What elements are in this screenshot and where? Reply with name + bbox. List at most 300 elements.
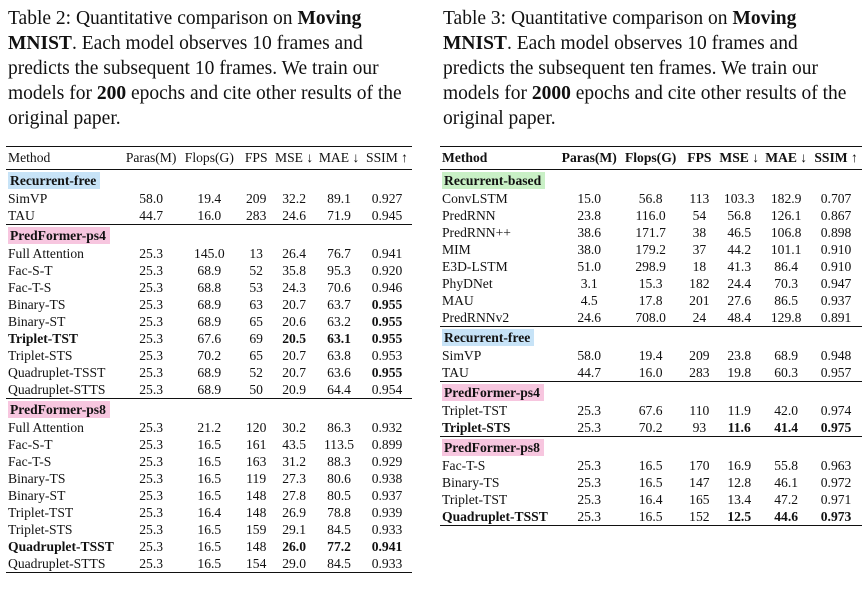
value-cell: 68.9 [197, 382, 222, 397]
value-cell: 283 [689, 365, 710, 380]
value-cell: 0.955 [371, 314, 403, 329]
value-cell: 145.0 [194, 246, 225, 261]
value-cell: 65 [249, 348, 263, 363]
value-cell: 25.3 [577, 492, 602, 507]
value-cell: 17.8 [638, 293, 663, 308]
value-cell: 16.5 [197, 454, 222, 469]
value-cell: 110 [689, 403, 710, 418]
value-cell: 20.7 [282, 297, 306, 312]
value-cell: 70.2 [197, 348, 222, 363]
table-row [6, 555, 412, 573]
method-cell: Triplet-TST [442, 403, 508, 418]
column-header: SSIM ↑ [810, 147, 862, 170]
value-cell: 52 [249, 365, 263, 380]
value-cell: 209 [245, 191, 267, 206]
column-header: MSE ↓ [716, 147, 762, 170]
table-row [6, 330, 412, 347]
value-cell: 25.3 [139, 420, 164, 435]
value-cell: 148 [245, 539, 267, 554]
value-cell: 25.3 [139, 539, 164, 554]
method-cell: ConvLSTM [442, 191, 508, 206]
method-cell: Triplet-TST [8, 505, 74, 520]
value-cell: 26.9 [282, 505, 306, 520]
value-cell: 42.0 [774, 403, 799, 418]
value-cell: 0.910 [820, 242, 852, 257]
value-cell: 25.3 [577, 475, 602, 490]
value-cell: 0.957 [820, 365, 852, 380]
method-cell: Quadruplet-STTS [8, 556, 106, 571]
value-cell: 0.953 [371, 348, 403, 363]
value-cell: 16.9 [727, 458, 752, 473]
table-row [440, 275, 862, 292]
method-cell: Triplet-STS [8, 348, 73, 363]
method-cell: Triplet-STS [442, 420, 511, 435]
method-cell: Fac-T-S [8, 280, 52, 295]
table2 [6, 146, 412, 573]
value-cell: 29.0 [282, 556, 306, 571]
value-cell: 70.2 [638, 420, 663, 435]
column-header: MSE ↓ [272, 147, 316, 170]
method-cell: Binary-ST [8, 314, 66, 329]
value-cell: 23.8 [727, 348, 752, 363]
group-row [440, 437, 862, 458]
value-cell: 0.707 [820, 191, 852, 206]
table-row [6, 347, 412, 364]
value-cell: 44.7 [139, 208, 164, 223]
value-cell: 56.8 [638, 191, 663, 206]
value-cell: 25.3 [139, 246, 164, 261]
value-cell: 58.0 [139, 191, 164, 206]
value-cell: 0.937 [820, 293, 852, 308]
value-cell: 68.8 [197, 280, 222, 295]
value-cell: 20.6 [282, 314, 306, 329]
value-cell: 283 [245, 208, 267, 223]
value-cell: 298.9 [635, 259, 666, 274]
value-cell: 0.933 [371, 522, 403, 537]
group-row [6, 399, 412, 420]
value-cell: 0.971 [820, 492, 852, 507]
method-cell: MIM [442, 242, 471, 257]
value-cell: 86.4 [774, 259, 799, 274]
value-cell: 0.973 [820, 509, 852, 524]
table-row [440, 241, 862, 258]
value-cell: 0.933 [371, 556, 403, 571]
group-row [440, 170, 862, 191]
value-cell: 23.8 [577, 208, 602, 223]
method-cell: Fac-T-S [8, 454, 52, 469]
value-cell: 77.2 [327, 539, 351, 554]
group-row [6, 225, 412, 246]
value-cell: 0.939 [371, 505, 403, 520]
value-cell: 25.3 [139, 437, 164, 452]
value-cell: 64.4 [327, 382, 351, 397]
table-row [440, 474, 862, 491]
value-cell: 84.5 [327, 522, 351, 537]
value-cell: 16.5 [197, 556, 222, 571]
value-cell: 101.1 [770, 242, 802, 257]
column-header: Method [440, 147, 560, 170]
value-cell: 44.2 [727, 242, 752, 257]
method-cell: Binary-TS [8, 297, 66, 312]
column-header: FPS [240, 147, 272, 170]
value-cell: 0.955 [371, 297, 403, 312]
table-row [440, 508, 862, 526]
value-cell: 25.3 [139, 454, 164, 469]
method-cell: E3D-LSTM [442, 259, 508, 274]
table-row [6, 313, 412, 330]
value-cell: 0.867 [820, 208, 852, 223]
value-cell: 16.5 [197, 539, 222, 554]
table-row [440, 419, 862, 437]
group-label: PredFormer-ps8 [8, 401, 110, 418]
value-cell: 41.3 [727, 259, 752, 274]
value-cell: 25.3 [139, 488, 164, 503]
method-cell: TAU [442, 365, 469, 380]
column-header: MAE ↓ [762, 147, 810, 170]
value-cell: 48.4 [727, 310, 752, 325]
value-cell: 50 [249, 382, 263, 397]
value-cell: 129.8 [770, 310, 802, 325]
value-cell: 12.8 [727, 475, 752, 490]
value-cell: 103.3 [723, 191, 755, 206]
table-row [440, 190, 862, 207]
method-cell: SimVP [8, 191, 48, 206]
value-cell: 71.9 [327, 208, 351, 223]
value-cell: 44.7 [577, 365, 602, 380]
table-row [6, 453, 412, 470]
value-cell: 27.8 [282, 488, 306, 503]
table-row [6, 381, 412, 399]
value-cell: 19.4 [197, 191, 222, 206]
table-row [6, 207, 412, 225]
value-cell: 31.2 [282, 454, 306, 469]
value-cell: 0.932 [371, 420, 403, 435]
value-cell: 0.948 [820, 348, 852, 363]
group-label: PredFormer-ps4 [8, 227, 110, 244]
value-cell: 179.2 [635, 242, 666, 257]
table-row [6, 538, 412, 555]
value-cell: 24 [692, 310, 707, 325]
value-cell: 11.6 [727, 420, 751, 435]
method-cell: Fac-S-T [8, 263, 53, 278]
method-cell: Quadruplet-TSST [8, 365, 106, 380]
value-cell: 25.3 [139, 348, 164, 363]
value-cell: 0.947 [820, 276, 852, 291]
method-cell: TAU [8, 208, 35, 223]
value-cell: 24.6 [577, 310, 602, 325]
table-row [440, 347, 862, 364]
value-cell: 15.0 [577, 191, 602, 206]
value-cell: 120 [245, 420, 267, 435]
value-cell: 53 [249, 280, 263, 295]
method-cell: PredRNN [442, 208, 496, 223]
value-cell: 46.1 [774, 475, 799, 490]
value-cell: 63.6 [327, 365, 351, 380]
value-cell: 80.6 [327, 471, 351, 486]
value-cell: 63 [249, 297, 263, 312]
value-cell: 38 [692, 225, 707, 240]
value-cell: 16.5 [638, 458, 663, 473]
value-cell: 51.0 [577, 259, 602, 274]
caption-segment: Table 3: Quantitative comparison on [443, 8, 733, 29]
value-cell: 25.3 [577, 420, 602, 435]
value-cell: 4.5 [580, 293, 598, 308]
value-cell: 16.0 [638, 365, 663, 380]
caption-segment: . Each model observes 10 frames and predicts the subsequent ten frames. We train our models for [443, 33, 818, 104]
value-cell: 68.9 [197, 365, 222, 380]
value-cell: 25.3 [139, 365, 164, 380]
method-cell: Quadruplet-TSST [442, 509, 548, 524]
value-cell: 68.9 [197, 297, 222, 312]
table-row [440, 207, 862, 224]
group-label: PredFormer-ps8 [442, 439, 544, 456]
table-row [440, 491, 862, 508]
table-row [440, 309, 862, 327]
value-cell: 55.8 [774, 458, 799, 473]
value-cell: 25.3 [577, 403, 602, 418]
value-cell: 15.3 [638, 276, 663, 291]
value-cell: 161 [245, 437, 267, 452]
value-cell: 58.0 [577, 348, 602, 363]
method-cell: Triplet-TST [8, 331, 78, 346]
caption-segment: Moving MNIST [8, 8, 362, 54]
value-cell: 0.945 [371, 208, 403, 223]
method-cell: Fac-S-T [8, 437, 53, 452]
column-header: Paras(M) [560, 147, 619, 170]
table-row [440, 224, 862, 241]
value-cell: 24.6 [282, 208, 306, 223]
table-row [440, 258, 862, 275]
method-cell: Full Attention [8, 246, 84, 261]
value-cell: 24.3 [282, 280, 306, 295]
value-cell: 63.8 [327, 348, 351, 363]
table-row [6, 521, 412, 538]
value-cell: 159 [245, 522, 267, 537]
value-cell: 171.7 [635, 225, 666, 240]
method-cell: Quadruplet-STTS [8, 382, 106, 397]
value-cell: 20.9 [282, 382, 306, 397]
value-cell: 0.972 [820, 475, 852, 490]
value-cell: 29.1 [282, 522, 306, 537]
table2-body [6, 170, 412, 573]
value-cell: 19.8 [727, 365, 752, 380]
group-label: Recurrent-based [442, 172, 545, 189]
table-row [440, 402, 862, 419]
value-cell: 25.3 [139, 382, 164, 397]
caption-segment: 2000 [531, 83, 571, 104]
value-cell: 47.2 [774, 492, 799, 507]
group-row [440, 382, 862, 403]
value-cell: 0.910 [820, 259, 852, 274]
value-cell: 25.3 [577, 509, 602, 524]
value-cell: 3.1 [580, 276, 598, 291]
value-cell: 170 [689, 458, 710, 473]
group-label: Recurrent-free [8, 172, 100, 189]
value-cell: 68.9 [774, 348, 799, 363]
value-cell: 54 [692, 208, 707, 223]
method-cell: PhyDNet [442, 276, 493, 291]
value-cell: 182.9 [770, 191, 802, 206]
value-cell: 13 [249, 246, 263, 261]
column-header: SSIM ↑ [362, 147, 412, 170]
table-row [440, 457, 862, 474]
caption-segment: . Each model observes 10 frames and predicts the subsequent 10 frames. We train our models for [8, 33, 379, 104]
value-cell: 12.5 [727, 509, 752, 524]
value-cell: 26.4 [282, 246, 306, 261]
value-cell: 126.1 [770, 208, 802, 223]
method-cell: Quadruplet-TSST [8, 539, 114, 554]
group-label: PredFormer-ps4 [442, 384, 544, 401]
table-row [6, 296, 412, 313]
value-cell: 20.7 [282, 348, 306, 363]
value-cell: 0.898 [820, 225, 852, 240]
caption-segment: epochs and cite other results of the original paper. [443, 83, 847, 129]
column-header: FPS [682, 147, 716, 170]
value-cell: 16.5 [197, 437, 222, 452]
value-cell: 0.955 [371, 331, 403, 346]
value-cell: 154 [245, 556, 267, 571]
value-cell: 25.3 [139, 280, 164, 295]
value-cell: 70.6 [327, 280, 351, 295]
table-row [440, 292, 862, 309]
value-cell: 209 [689, 348, 710, 363]
table-row [6, 436, 412, 453]
value-cell: 16.0 [197, 208, 222, 223]
value-cell: 0.891 [820, 310, 852, 325]
table-row [6, 364, 412, 381]
table-row [6, 487, 412, 504]
value-cell: 0.938 [371, 471, 403, 486]
value-cell: 93 [692, 420, 707, 435]
value-cell: 0.941 [371, 246, 403, 261]
value-cell: 165 [689, 492, 710, 507]
method-cell: Full Attention [8, 420, 84, 435]
value-cell: 16.5 [197, 488, 222, 503]
value-cell: 25.3 [139, 505, 164, 520]
method-cell: Binary-TS [8, 471, 66, 486]
value-cell: 43.5 [282, 437, 306, 452]
column-header: MAE ↓ [316, 147, 362, 170]
value-cell: 25.3 [139, 263, 164, 278]
value-cell: 24.4 [727, 276, 752, 291]
value-cell: 69 [249, 331, 263, 346]
value-cell: 37 [692, 242, 707, 257]
caption-segment: epochs and cite other results of the original paper. [8, 83, 402, 129]
value-cell: 63.2 [327, 314, 351, 329]
value-cell: 63.7 [327, 297, 351, 312]
table-row [6, 190, 412, 207]
table-row [440, 364, 862, 382]
value-cell: 0.937 [371, 488, 403, 503]
value-cell: 13.4 [727, 492, 752, 507]
column-header: Flops(G) [178, 147, 240, 170]
value-cell: 30.2 [282, 420, 306, 435]
value-cell: 46.5 [727, 225, 752, 240]
value-cell: 25.3 [139, 331, 164, 346]
value-cell: 25.3 [139, 471, 164, 486]
value-cell: 52 [249, 263, 263, 278]
table3-header-row [440, 147, 862, 170]
value-cell: 27.3 [282, 471, 306, 486]
value-cell: 26.0 [282, 539, 306, 554]
value-cell: 25.3 [139, 522, 164, 537]
column-header: Flops(G) [619, 147, 683, 170]
value-cell: 20.5 [282, 331, 306, 346]
table3-body [440, 170, 862, 526]
value-cell: 16.5 [638, 509, 663, 524]
method-cell: Triplet-STS [8, 522, 73, 537]
value-cell: 11.9 [727, 403, 751, 418]
value-cell: 16.5 [197, 522, 222, 537]
column-header: Paras(M) [124, 147, 179, 170]
method-cell: SimVP [442, 348, 482, 363]
value-cell: 0.927 [371, 191, 403, 206]
method-cell: Binary-TS [442, 475, 500, 490]
value-cell: 20.7 [282, 365, 306, 380]
table3 [440, 146, 862, 526]
value-cell: 147 [689, 475, 710, 490]
value-cell: 27.6 [727, 293, 752, 308]
value-cell: 70.3 [774, 276, 799, 291]
method-cell: Binary-ST [8, 488, 66, 503]
value-cell: 80.5 [327, 488, 351, 503]
value-cell: 113 [689, 191, 710, 206]
value-cell: 68.9 [197, 263, 222, 278]
value-cell: 89.1 [327, 191, 351, 206]
table-row [6, 504, 412, 521]
method-cell: Fac-T-S [442, 458, 486, 473]
value-cell: 88.3 [327, 454, 351, 469]
value-cell: 67.6 [638, 403, 663, 418]
value-cell: 152 [689, 509, 710, 524]
value-cell: 25.3 [139, 556, 164, 571]
table-row [6, 245, 412, 262]
table-row [6, 262, 412, 279]
table2-header-row [6, 147, 412, 170]
value-cell: 148 [245, 505, 267, 520]
table-row [6, 279, 412, 296]
value-cell: 0.929 [371, 454, 403, 469]
value-cell: 18 [692, 259, 707, 274]
caption-segment: Table 2: Quantitative comparison on [8, 8, 298, 29]
value-cell: 113.5 [324, 437, 355, 452]
group-row [6, 170, 412, 191]
value-cell: 16.5 [197, 471, 222, 486]
value-cell: 38.0 [577, 242, 602, 257]
value-cell: 119 [246, 471, 267, 486]
value-cell: 86.5 [774, 293, 799, 308]
value-cell: 0.975 [820, 420, 852, 435]
value-cell: 95.3 [327, 263, 351, 278]
value-cell: 25.3 [139, 314, 164, 329]
value-cell: 56.8 [727, 208, 752, 223]
table-row [6, 470, 412, 487]
method-cell: PredRNNv2 [442, 310, 510, 325]
value-cell: 38.6 [577, 225, 602, 240]
value-cell: 32.2 [282, 191, 306, 206]
value-cell: 16.5 [638, 475, 663, 490]
value-cell: 708.0 [635, 310, 666, 325]
table2-caption [8, 6, 416, 131]
value-cell: 0.954 [371, 382, 403, 397]
value-cell: 0.941 [371, 539, 403, 554]
value-cell: 19.4 [638, 348, 663, 363]
value-cell: 106.8 [770, 225, 802, 240]
group-row [440, 327, 862, 348]
value-cell: 21.2 [197, 420, 222, 435]
value-cell: 0.955 [371, 365, 403, 380]
value-cell: 0.899 [371, 437, 403, 452]
